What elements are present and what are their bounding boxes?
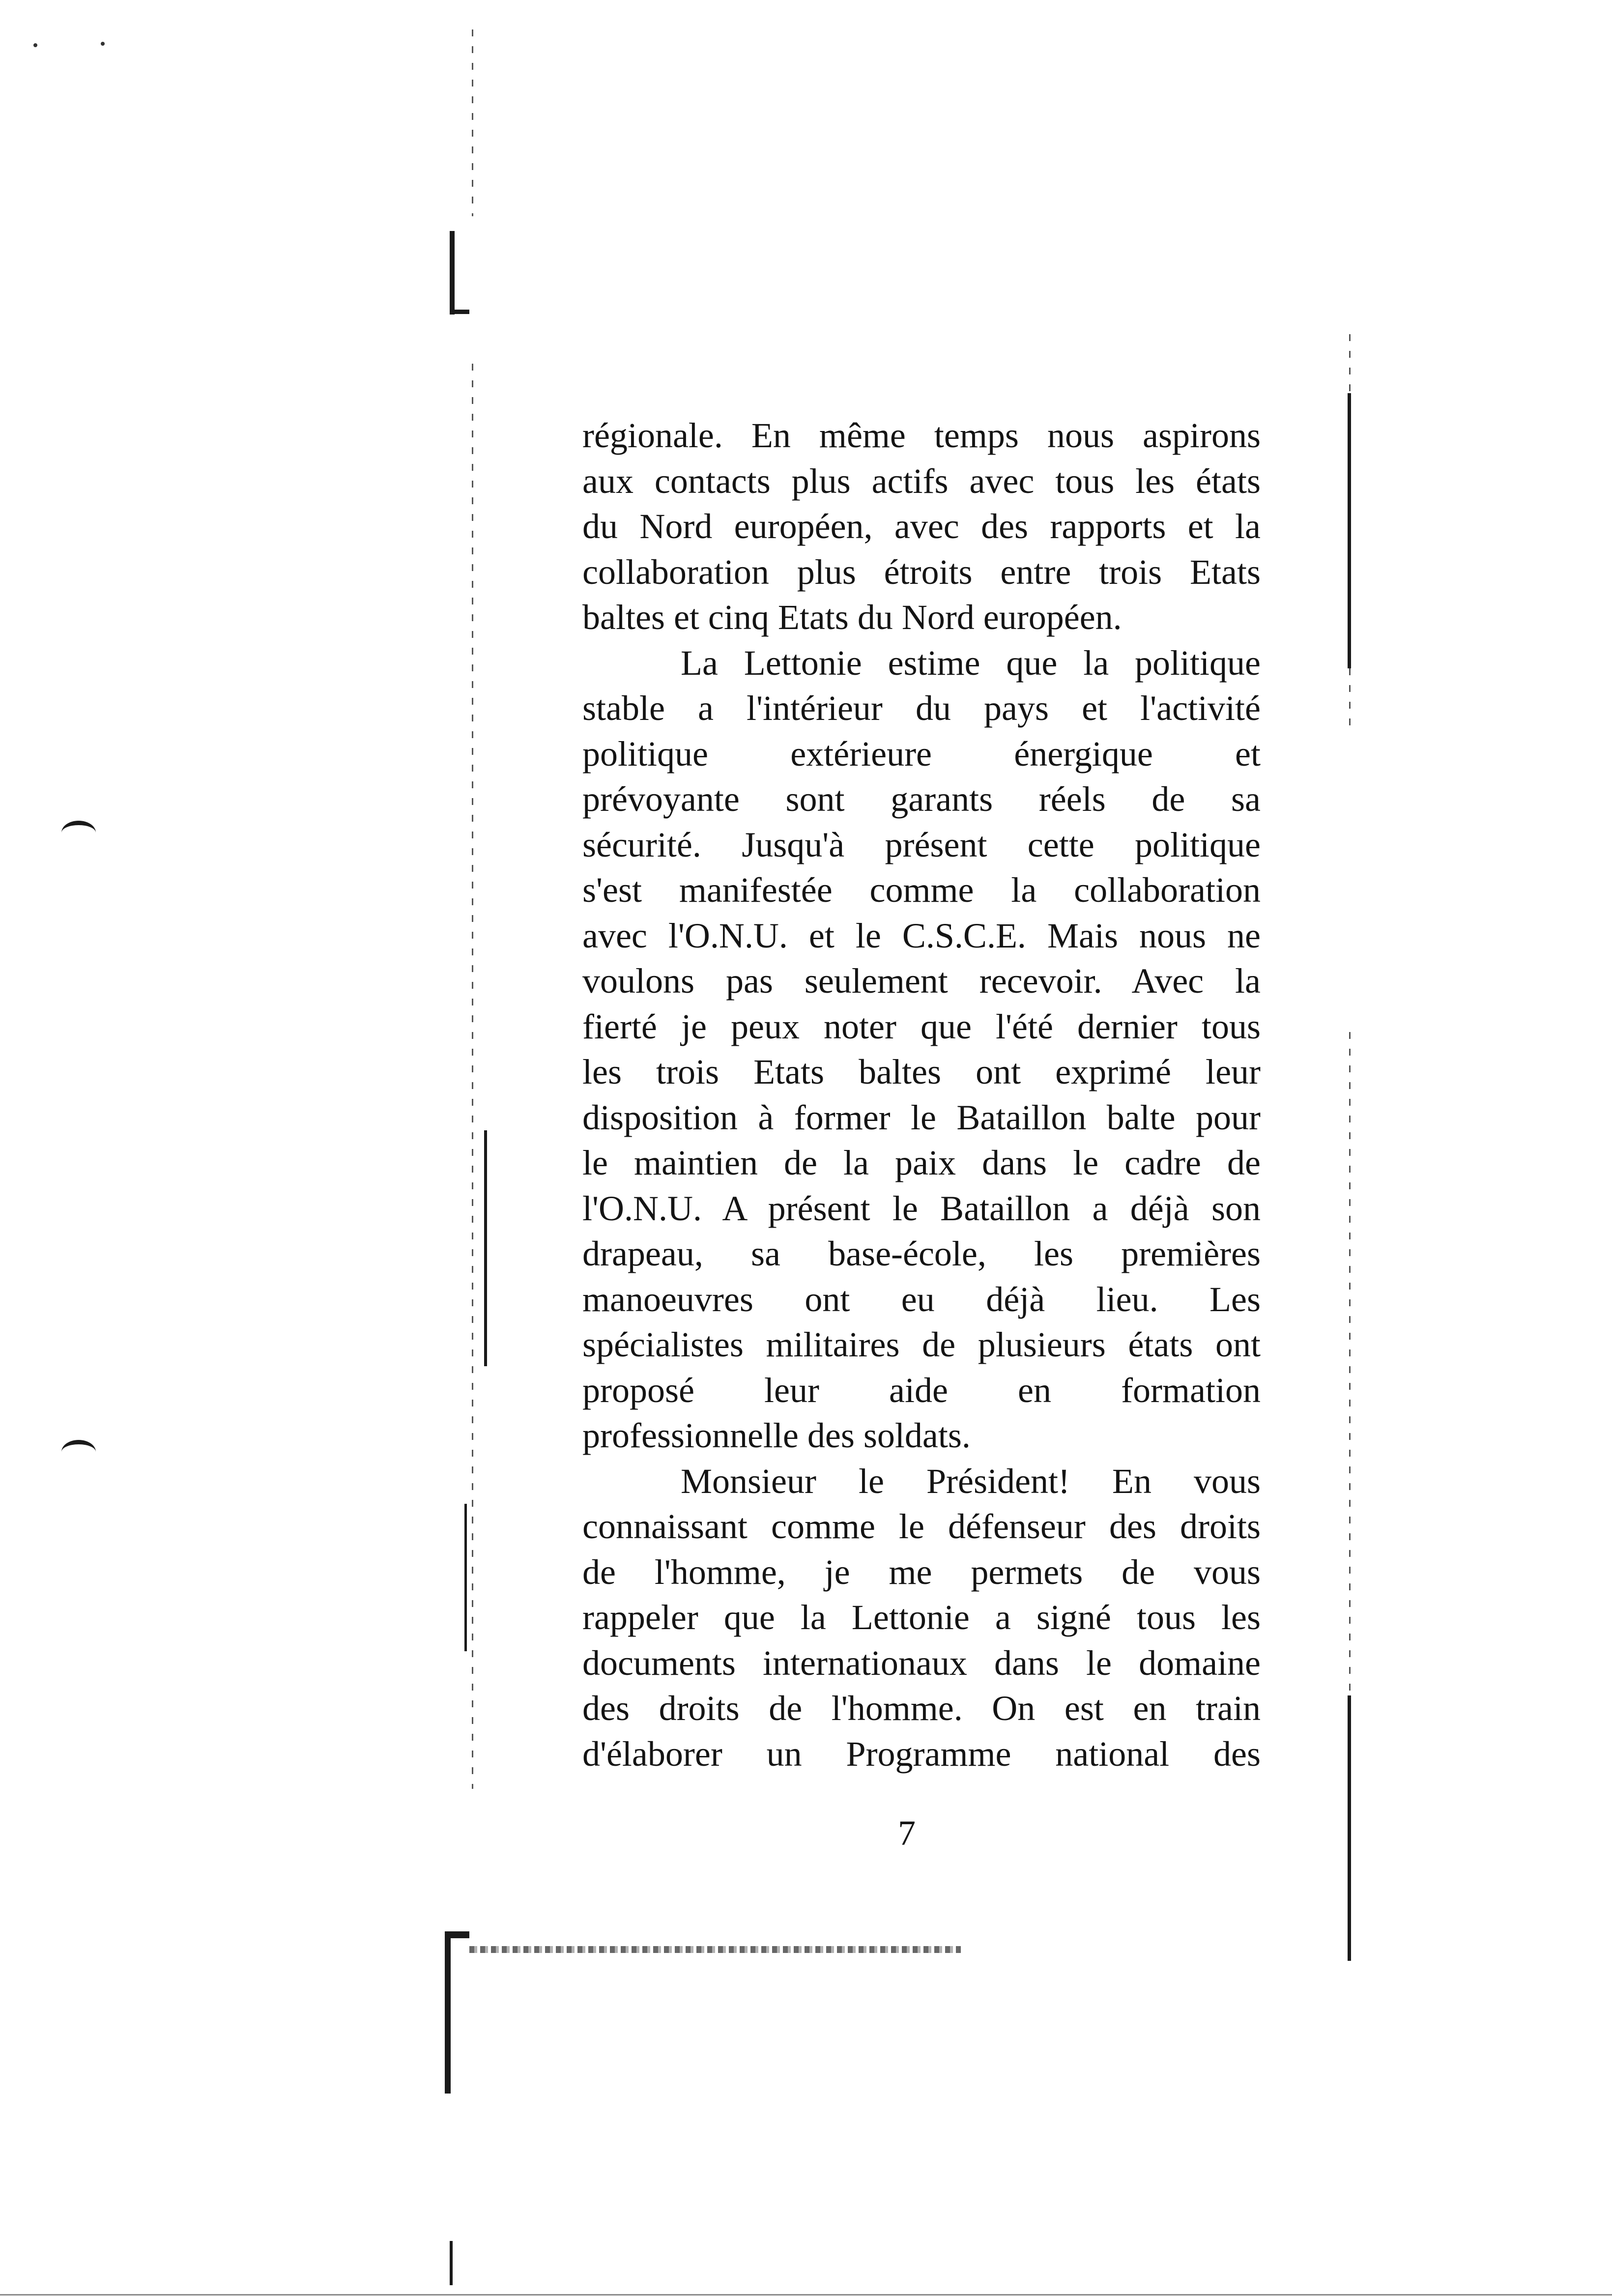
scan-left-edge-shadow <box>484 1130 487 1366</box>
punch-hole-mark <box>61 1440 96 1464</box>
scan-speck <box>33 43 37 47</box>
scan-right-edge-shadow <box>1348 1695 1351 1961</box>
text-line: des droits de l'homme. On est en train <box>582 1689 1261 1728</box>
page-number: 7 <box>898 1813 916 1853</box>
scan-corner-mark <box>450 231 455 315</box>
scan-bottom-band <box>469 1946 961 1953</box>
scan-left-margin-line <box>472 29 473 216</box>
text-line: connaissant comme le défenseur des droits <box>582 1507 1261 1546</box>
scan-bottom-corner-mark <box>445 1931 469 1938</box>
text-line: Monsieur le Président! En vous <box>681 1461 1261 1501</box>
text-line: le maintien de la paix dans le cadre de <box>582 1143 1261 1182</box>
scan-bottom-corner-mark <box>445 1931 451 2094</box>
text-line: fierté je peux noter que l'été dernier tous <box>582 1006 1261 1046</box>
text-line: collaboration plus étroits entre trois Etats <box>582 552 1261 592</box>
text-line: les trois Etats baltes ont exprimé leur <box>582 1052 1261 1091</box>
text-line: documents internationaux dans le domaine <box>582 1643 1261 1683</box>
punch-hole-mark <box>61 821 96 845</box>
text-line: voulons pas seulement recevoir. Avec la <box>582 961 1261 1001</box>
paragraph-2 <box>582 640 1261 1459</box>
text-line: baltes et cinq Etats du Nord européen. <box>582 598 1122 637</box>
scan-left-edge-shadow <box>464 1504 467 1651</box>
text-line: aux contacts plus actifs avec tous les états <box>582 461 1261 501</box>
text-line: drapeau, sa base-école, les premières <box>582 1234 1261 1273</box>
document-body <box>582 413 1261 1777</box>
text-line: prévoyante sont garants réels de sa <box>582 779 1261 819</box>
text-line: proposé leur aide en formation <box>582 1370 1261 1410</box>
paragraph-3 <box>582 1459 1261 1777</box>
text-line: spécialistes militaires de plusieurs états ont <box>582 1325 1261 1364</box>
text-line: s'est manifestée comme la collaboration <box>582 870 1261 910</box>
paragraph-1 <box>582 413 1261 640</box>
scan-page-bottom-line <box>0 2294 1612 2296</box>
text-line: rappeler que la Lettonie a signé tous les <box>582 1598 1261 1637</box>
text-line: l'O.N.U. A présent le Bataillon a déjà son <box>582 1188 1261 1228</box>
text-line: sécurité. Jusqu'à présent cette politique <box>582 825 1261 864</box>
text-line: du Nord européen, avec des rapports et la <box>582 507 1261 546</box>
scan-right-edge-shadow <box>1348 393 1351 668</box>
scan-bottom-tick <box>450 2241 453 2285</box>
text-line: politique extérieure énergique et <box>582 734 1261 774</box>
scan-corner-mark <box>450 310 469 314</box>
scan-left-margin-line <box>472 364 473 1789</box>
text-line: disposition à former le Bataillon balte pour <box>582 1097 1261 1137</box>
text-line: stable a l'intérieur du pays et l'activité <box>582 689 1261 728</box>
text-line: régionale. En même temps nous aspirons <box>582 416 1261 455</box>
text-line: La Lettonie estime que la politique <box>681 643 1261 683</box>
scan-speck <box>101 42 105 46</box>
text-line: d'élaborer un Programme national des <box>582 1734 1261 1774</box>
text-line: de l'homme, je me permets de vous <box>582 1552 1261 1592</box>
text-line: professionnelle des soldats. <box>582 1416 971 1455</box>
text-line: manoeuvres ont eu déjà lieu. Les <box>582 1279 1261 1319</box>
text-line: avec l'O.N.U. et le C.S.C.E. Mais nous ne <box>582 916 1261 955</box>
